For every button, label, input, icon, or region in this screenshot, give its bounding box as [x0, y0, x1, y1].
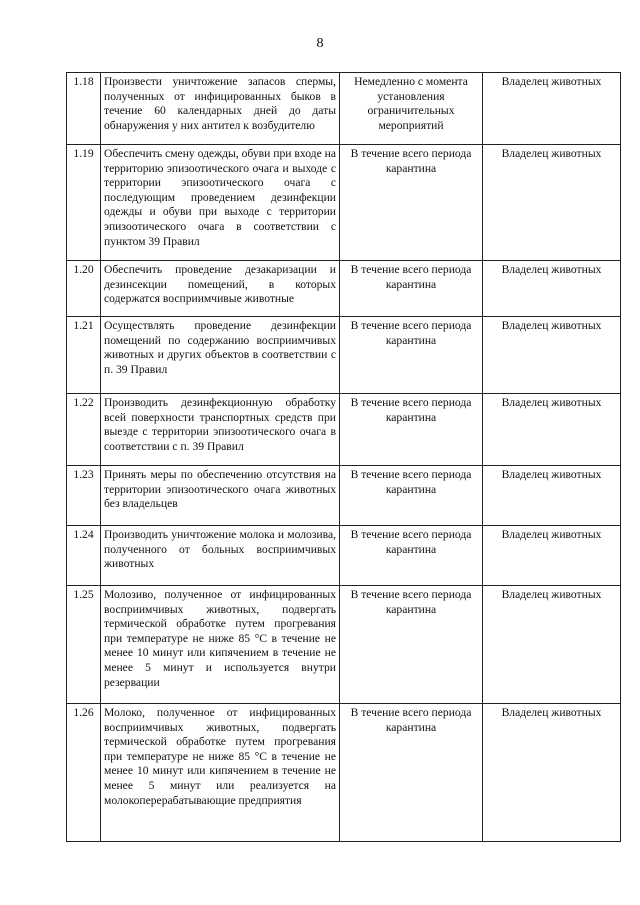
- table-row: [67, 704, 621, 842]
- page-number: 8: [316, 36, 324, 51]
- row-number: 1.23: [67, 466, 101, 526]
- table-row: [67, 73, 621, 145]
- row-number: 1.25: [67, 586, 101, 704]
- table-row: [67, 394, 621, 466]
- deadline-cell: В течение всего периода карантина: [340, 317, 483, 394]
- table-row: [67, 145, 621, 261]
- action-cell: Осуществлять проведение дезинфекции помещений по содержанию восприимчивых животных и других объектов в соответствии с п. 39 Правил: [101, 317, 340, 394]
- action-cell: Принять меры по обеспечению отсутствия на территории эпизоотического очага животных без владельцев: [101, 466, 340, 526]
- table-row: [67, 317, 621, 394]
- responsible-cell: Владелец животных: [483, 261, 621, 317]
- responsible-cell: Владелец животных: [483, 586, 621, 704]
- deadline-cell: Немедленно с момента установления ограничительных мероприятий: [340, 73, 483, 145]
- responsible-cell: Владелец животных: [483, 394, 621, 466]
- responsible-cell: Владелец животных: [483, 73, 621, 145]
- row-number: 1.22: [67, 394, 101, 466]
- deadline-cell: В течение всего периода карантина: [340, 394, 483, 466]
- deadline-cell: В течение всего периода карантина: [340, 466, 483, 526]
- action-cell: Молозиво, полученное от инфицированных восприимчивых животных, подвергать термической обработке путем прогревания при температуре не ниже 85 °С в течение не менее 10 минут или кипячением в течение не менее 5 минут и используется внутри резервации: [101, 586, 340, 704]
- action-cell: Обеспечить смену одежды, обуви при входе на территорию эпизоотического очага и выходе с территории эпизоотического очага с последующим проведением дезинфекции одежды и обуви при выходе с территории эпизоотического очага в соответствии с пунктом 39 Правил: [101, 145, 340, 261]
- row-number: 1.20: [67, 261, 101, 317]
- table-row: [67, 261, 621, 317]
- measures-table: [66, 72, 621, 842]
- table-row: [67, 586, 621, 704]
- responsible-cell: Владелец животных: [483, 704, 621, 842]
- deadline-cell: В течение всего периода карантина: [340, 526, 483, 586]
- table-row: [67, 466, 621, 526]
- action-cell: Производить дезинфекционную обработку всей поверхности транспортных средств при выезде с территории эпизоотического очага в соответствии с п. 39 Правил: [101, 394, 340, 466]
- row-number: 1.24: [67, 526, 101, 586]
- row-number: 1.18: [67, 73, 101, 145]
- action-cell: Производить уничтожение молока и молозива, полученного от больных восприимчивых животных: [101, 526, 340, 586]
- deadline-cell: В течение всего периода карантина: [340, 704, 483, 842]
- row-number: 1.26: [67, 704, 101, 842]
- action-cell: Обеспечить проведение дезакаризации и дезинсекции помещений, в которых содержатся восприимчивые животные: [101, 261, 340, 317]
- responsible-cell: Владелец животных: [483, 466, 621, 526]
- table-row: [67, 526, 621, 586]
- row-number: 1.19: [67, 145, 101, 261]
- action-cell: Произвести уничтожение запасов спермы, полученных от инфицированных быков в течение 60 календарных дней до даты обнаружения у них антител к возбудителю: [101, 73, 340, 145]
- deadline-cell: В течение всего периода карантина: [340, 145, 483, 261]
- responsible-cell: Владелец животных: [483, 526, 621, 586]
- responsible-cell: Владелец животных: [483, 145, 621, 261]
- deadline-cell: В течение всего периода карантина: [340, 586, 483, 704]
- action-cell: Молоко, полученное от инфицированных восприимчивых животных, подвергать термической обработке путем прогревания при температуре не ниже 85 °С в течение не менее 10 минут или кипячением в течение не менее 5 минут или реализуется на молокоперерабатывающие предприятия: [101, 704, 340, 842]
- responsible-cell: Владелец животных: [483, 317, 621, 394]
- row-number: 1.21: [67, 317, 101, 394]
- deadline-cell: В течение всего периода карантина: [340, 261, 483, 317]
